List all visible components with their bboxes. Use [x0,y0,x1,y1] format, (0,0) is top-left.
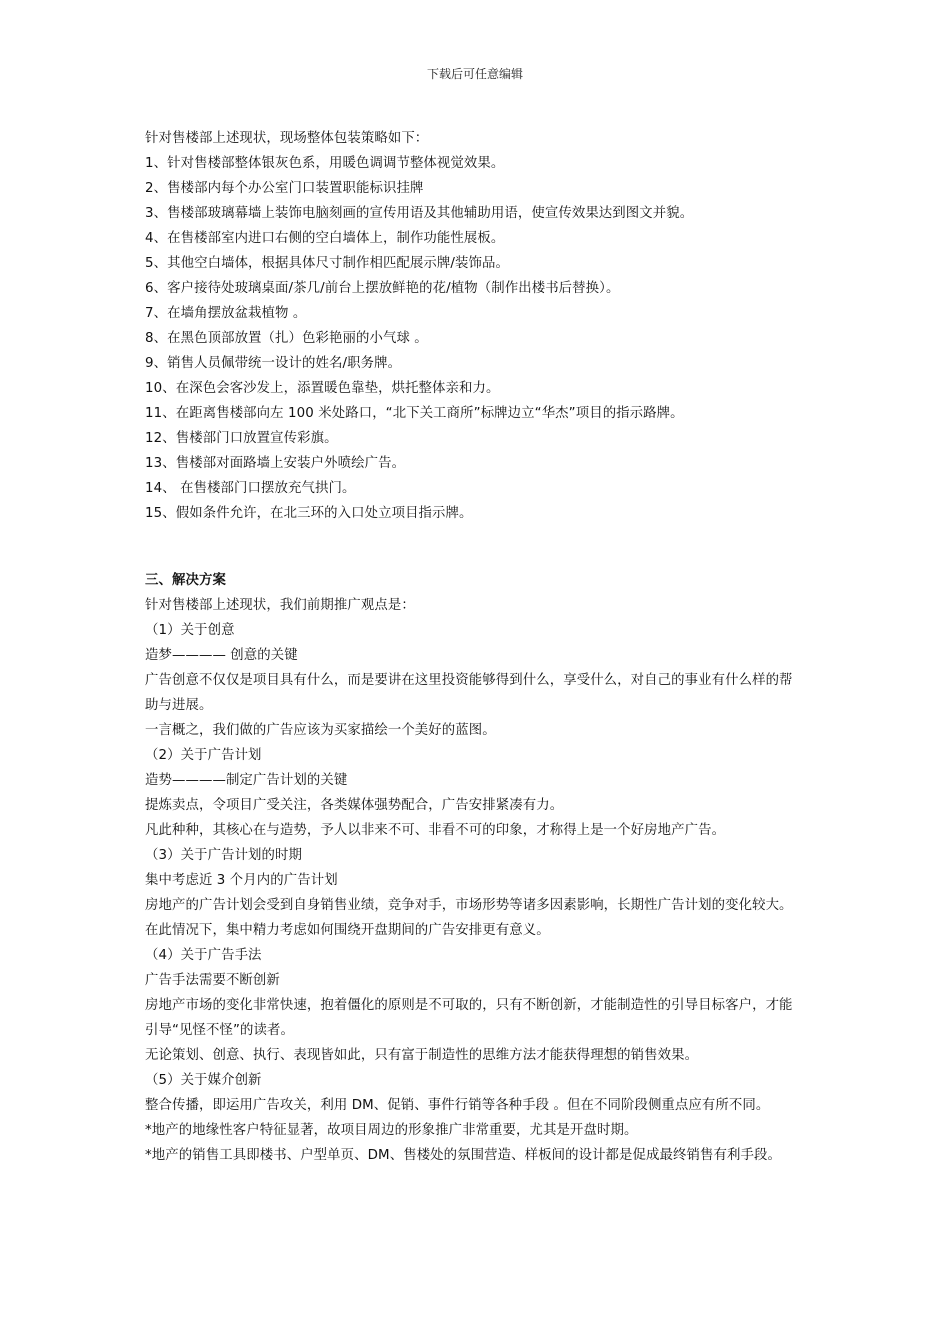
list-item: 1、针对售楼部整体银灰色系，用暖色调调节整体视觉效果。 [145,156,505,171]
list-item: 11、在距离售楼部向左 100 米处路口，“北下关工商所”标牌边立“华杰”项目的指示路牌。 [145,406,684,421]
list-item: 3、售楼部玻璃幕墙上装饰电脑刻画的宣传用语及其他辅助用语，使宣传效果达到图文并貌。 [145,206,694,221]
paragraph: 针对售楼部上述现状，我们前期推广观点是： [145,598,415,613]
paragraph: 无论策划、创意、执行、表现皆如此，只有富于制造性的思维方法才能获得理想的销售效果。 [145,1048,699,1063]
section-spacer [145,526,805,568]
list-item: 10、在深色会客沙发上，添置暖色靠垫，烘托整体亲和力。 [145,381,500,396]
subheading: （5）关于媒介创新 [145,1073,262,1088]
list-item: 12、售楼部门口放置宣传彩旗。 [145,431,338,446]
list-item: 6、客户接待处玻璃桌面/茶几/前台上摆放鲜艳的花/植物（制作出楼书后替换）。 [145,281,620,296]
list-item: 15、假如条件允许，在北三环的入口处立项目指示牌。 [145,506,473,521]
list-item: 9、销售人员佩带统一设计的姓名/职务牌。 [145,356,402,371]
list-item: 7、在墙角摆放盆栽植物 。 [145,306,307,321]
list-item: 4、在售楼部室内进口右侧的空白墙体上，制作功能性展板。 [145,231,505,246]
paragraph: 房地产的广告计划会受到自身销售业绩，竞争对手，市场形势等诸多因素影响，长期性广告计划的变化较大。在此情况下，集中精力考虑如何围绕开盘期间的广告安排更有意义。 [145,898,793,938]
paragraph: 广告手法需要不断创新 [145,973,280,988]
list-item: 8、在黑色顶部放置（扎）色彩艳丽的小气球 。 [145,331,428,346]
list-item: 13、售楼部对面路墙上安装户外喷绘广告。 [145,456,406,471]
section-heading: 三、解决方案 [145,573,226,588]
page-header: 下载后可任意编辑 [426,67,523,81]
document-body [145,126,805,1168]
section1-intro: 针对售楼部上述现状，现场整体包装策略如下： [145,131,429,146]
list-item: 14、 在售楼部门口摆放充气拱门。 [145,481,356,496]
paragraph: 提炼卖点，令项目广受关注，各类媒体强势配合，广告安排紧凑有力。 [145,798,564,813]
paragraph: *地产的地缘性客户特征显著，故项目周边的形象推广非常重要，尤其是开盘时期。 [145,1123,638,1138]
paragraph: 造梦———— 创意的关键 [145,648,298,663]
subheading: （3）关于广告计划的时期 [145,848,303,863]
subheading: （2）关于广告计划 [145,748,262,763]
paragraph: 集中考虑近 3 个月内的广告计划 [145,873,338,888]
paragraph: 一言概之，我们做的广告应该为买家描绘一个美好的蓝图。 [145,723,496,738]
paragraph: 凡此种种，其核心在与造势，予人以非来不可、非看不可的印象，才称得上是一个好房地产广告。 [145,823,726,838]
paragraph: 广告创意不仅仅是项目具有什么，而是要讲在这里投资能够得到什么，享受什么，对自己的事业有什么样的帮助与进展。 [145,673,793,713]
paragraph: 房地产市场的变化非常快速，抱着僵化的原则是不可取的，只有不断创新，才能制造性的引导目标客户，才能引导“见怪不怪”的读者。 [145,998,793,1038]
list-item: 5、其他空白墙体，根据具体尺寸制作相匹配展示牌/装饰品。 [145,256,509,271]
paragraph: 造势————制定广告计划的关键 [145,773,348,788]
subheading: （4）关于广告手法 [145,948,262,963]
paragraph: *地产的销售工具即楼书、户型单页、DM、售楼处的氛围营造、样板间的设计都是促成最终销售有利手段。 [145,1148,781,1163]
subheading: （1）关于创意 [145,623,235,638]
paragraph: 整合传播，即运用广告攻关，利用 DM、促销、事件行销等各种手段 。但在不同阶段侧重点应有所不同。 [145,1098,770,1113]
list-item: 2、售楼部内每个办公室门口装置职能标识挂牌 [145,181,424,196]
